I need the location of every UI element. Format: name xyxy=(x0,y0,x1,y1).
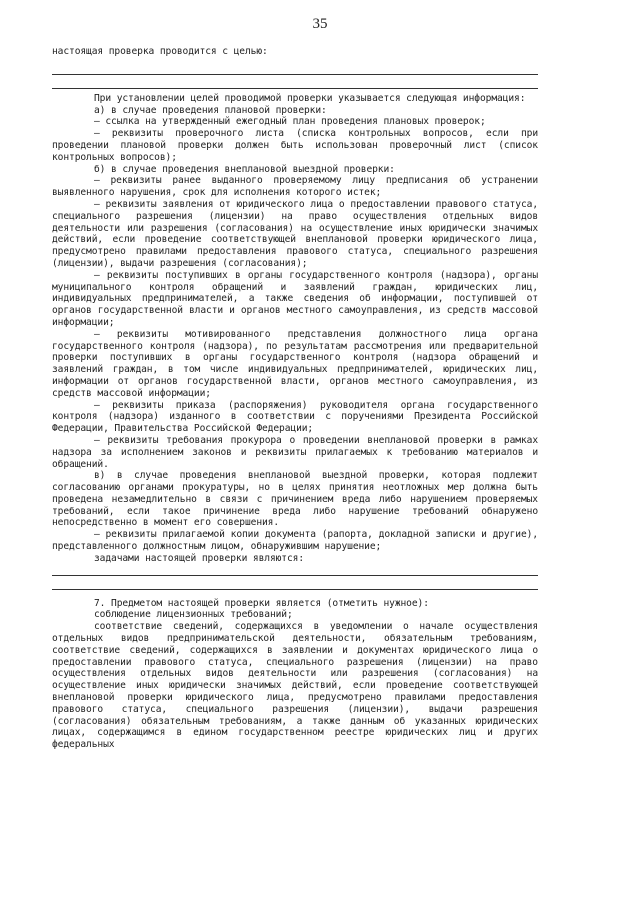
section-7-line: соблюдение лицензионных требований; xyxy=(94,609,293,621)
intro-line: настоящая проверка проводится с целью: xyxy=(52,46,268,57)
tasks-line: задачами настоящей проверки являются: xyxy=(94,552,305,564)
unplanned-item: – реквизиты заявления от юридического лица о предоставлении правового статуса, специального разрешения (лицензии) на право осуществления отдельных видов деятельности или разрешения (согласования) на осуществление иных юридически значимых действий, если проведение соответствующей внеплановой проверки юридического лица, предусмотрено правилами предоставления правового статуса, специального разрешения (лицензии), выдачи разрешения (согласования); xyxy=(52,198,538,269)
planned-label: а) в случае проведения плановой проверки: xyxy=(94,104,327,116)
blank-line xyxy=(52,74,538,75)
unplanned-label: б) в случае проведения внеплановой выездной проверки: xyxy=(94,163,395,175)
unplanned-item: – реквизиты ранее выданного проверяемому лицу предписания об устранении выявленного нарушения, срок для исполнения которого истек; xyxy=(52,175,538,199)
blank-line xyxy=(52,575,538,576)
section-7 xyxy=(52,598,538,751)
blank-line xyxy=(52,88,538,89)
planned-item: – реквизиты проверочного листа (списка контрольных вопросов, если при проведении плановой проверки должен быть использован проверочный лист (список контрольных вопросов); xyxy=(52,128,538,163)
page-number: 35 xyxy=(312,16,328,32)
document-body xyxy=(52,46,538,751)
urgent-item: – реквизиты прилагаемой копии документа (рапорта, докладной записки и другие), представленного должностным лицом, обнаружившим нарушение; xyxy=(52,529,538,553)
planned-item: – ссылка на утвержденный ежегодный план проведения плановых проверок; xyxy=(94,116,486,128)
section-7-paragraph: соответствие сведений, содержащихся в уведомлении о начале осуществления отдельных видов предпринимательской деятельности, обязательным требованиям, соответствие сведений, содержащихся в заявлении и документах юридического лица о предоставлении правового статуса, специального разрешения (лицензии) на право осуществления отдельных видов деятельности или разрешения (согласования) на осуществление иных юридически значимых действий, если проведение соответствующей внеплановой проверки юридического лица, предусмотрено правилами предоставления правового статуса, специального разрешения (лицензии), выдачи разрешения (согласования) обязательным требованиям, а также данным об указанных юридических лицах, содержащимся в едином государственном реестре юридических лиц и других федеральных xyxy=(52,621,538,751)
section-7-title: 7. Предметом настоящей проверки является (отметить нужное): xyxy=(94,597,429,609)
unplanned-item: – реквизиты поступивших в органы государственного контроля (надзора), органы муниципального контроля обращений и заявлений граждан, юридических лиц, индивидуальных предпринимателей, а также сведения об информации, поступившей от органов государственной власти и органов местного самоуправления, из средств массовой информации; xyxy=(52,269,538,328)
unplanned-item: – реквизиты мотивированного представления должностного лица органа государственного контроля (надзора), по результатам рассмотрения или предварительной проверки поступивших в органы государственного контроля (надзора обращений и заявлений граждан, в том числе индивидуальных предпринимателей, юридических лиц, информации от органов государственной власти, органов местного самоуправления, из средств массовой информации; xyxy=(52,328,538,399)
unplanned-item: – реквизиты требования прокурора о проведении внеплановой проверки в рамках надзора за исполнением законов и реквизиты прилагаемых к требованию материалов и обращений. xyxy=(52,434,538,470)
goals-note-title: При установлении целей проводимой проверки указывается следующая информация: xyxy=(94,92,526,104)
goals-note xyxy=(52,93,538,565)
unplanned-item: – реквизиты приказа (распоряжения) руководителя органа государственного контроля (надзора) изданного в соответствии с поручениями Президента Российской Федерации, Правительства Российской Федерации; xyxy=(52,399,538,435)
blank-line xyxy=(52,589,538,590)
urgent-label: в) в случае проведения внеплановой выездной проверки, которая подлежит согласованию органами прокуратуры, но в целях принятия неотложных мер должна быть проведена незамедлительно в связи с причинением вреда либо нарушением проверяемых требований, если такое причинение вреда либо нарушение требований обнаружено непосредственно в момент его совершения. xyxy=(52,470,538,529)
